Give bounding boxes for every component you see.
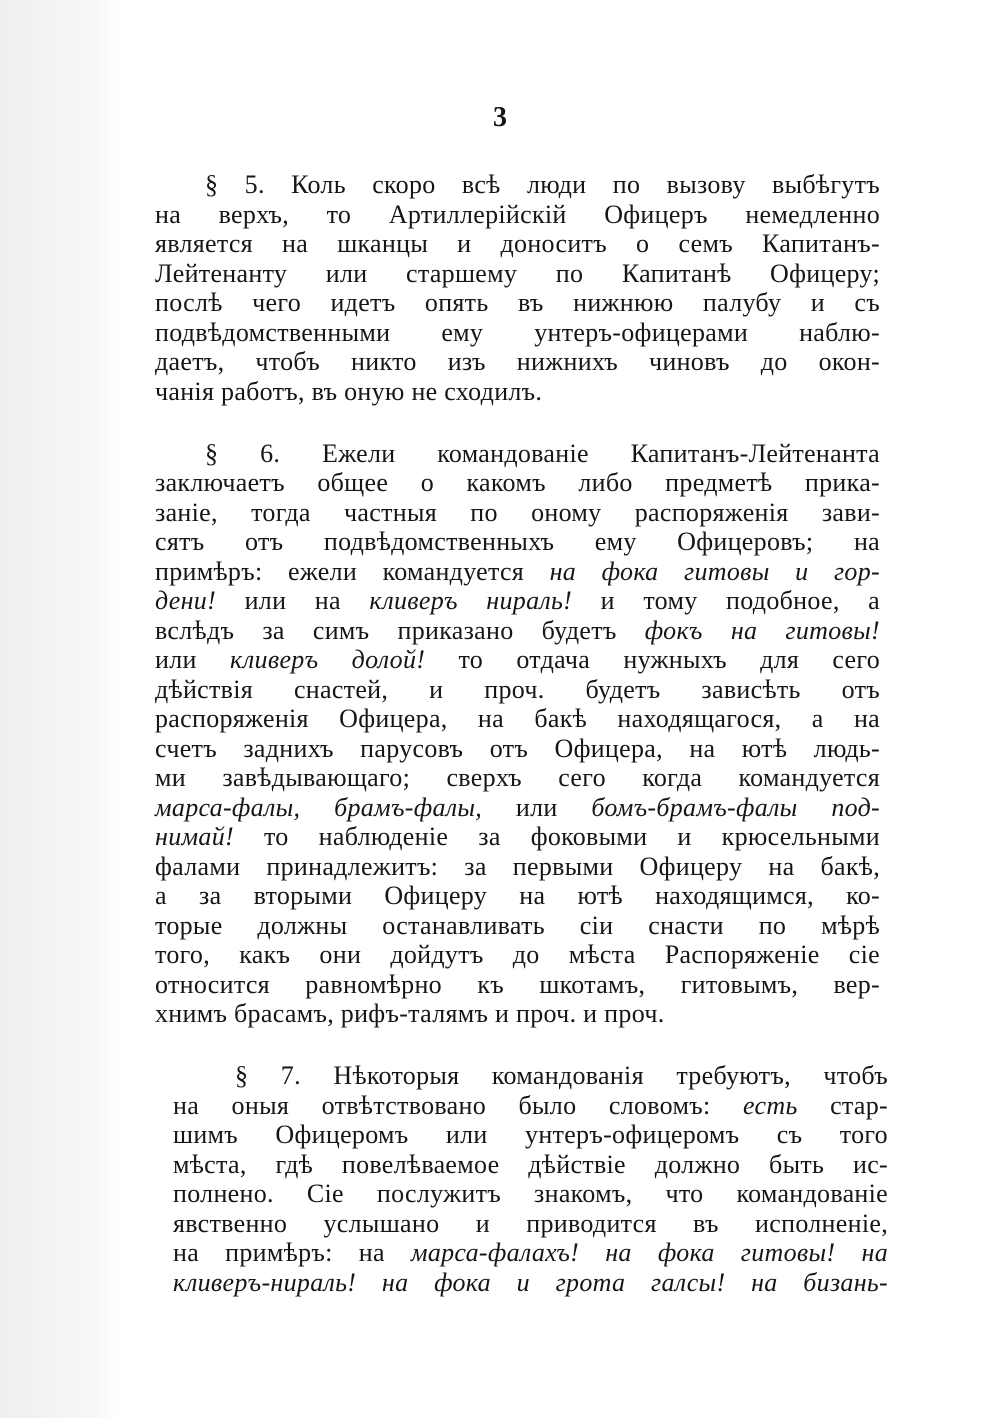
text-segment: заключаетъ общее о какомъ либо предметѣ прика- — [155, 468, 880, 497]
text-line — [155, 704, 880, 734]
italic-text: нимай! — [155, 822, 234, 851]
text-segment: относится равномѣрно къ шкотамъ, гитовымъ, вер- — [155, 969, 880, 999]
text-line — [155, 170, 880, 200]
text-segment: сятъ отъ подвѣдомственныхъ ему Офицеровъ; на — [155, 527, 880, 556]
text-segment: является на шканцы и доноситъ о семъ Капитанъ- — [155, 229, 880, 258]
text-segment: то отдача нужныхъ для сего — [425, 645, 880, 674]
text-line — [155, 822, 880, 852]
text-segment: фалами принадлежитъ: за первыми Офицеру на бакѣ, — [155, 851, 880, 881]
text-segment: или — [155, 645, 230, 674]
text-line — [155, 793, 880, 823]
text-segment: счетъ заднихъ парусовъ отъ Офицера, на ютѣ людь- — [155, 733, 880, 763]
text-line — [155, 498, 880, 528]
text-line — [155, 468, 880, 498]
text-line — [155, 586, 880, 616]
text-line — [155, 318, 880, 348]
text-segment: заніе, тогда частныя по оному распоряженія зави- — [155, 497, 880, 527]
text-line — [155, 911, 880, 941]
italic-text: фокъ на гитовы! — [644, 615, 880, 645]
text-line — [155, 557, 880, 587]
text-segment: на верхъ, то Артиллерійскій Офицеръ немедленно — [155, 199, 880, 229]
text-segment: дѣйствія снастей, и проч. будетъ зависѣть отъ — [155, 674, 880, 704]
text-line — [155, 734, 880, 764]
text-segment: даетъ, чтобъ никто изъ нижнихъ чиновъ до окон- — [155, 347, 880, 376]
paragraph-1 — [155, 170, 880, 406]
italic-text: дени! — [155, 586, 217, 615]
text-line — [173, 1061, 888, 1091]
text-segment: чанія работъ, въ оную не сходилъ. — [155, 376, 543, 406]
scan-margin — [0, 0, 118, 1418]
text-segment: шимъ Офицеромъ или унтеръ-офицеромъ съ того — [173, 1120, 888, 1149]
text-segment: послѣ чего идетъ опять въ нижнюю палубу и съ — [155, 288, 880, 317]
text-segment: того, какъ они дойдутъ до мѣста Распоряженіе сіе — [155, 940, 880, 969]
text-line — [155, 970, 880, 1000]
text-segment: § 6. Ежели командованіе Капитанъ-Лейтенанта — [205, 438, 880, 468]
text-line — [155, 675, 880, 705]
text-line — [173, 1238, 888, 1268]
text-segment: хнимъ брасамъ, рифъ-талямъ и проч. и проч. — [155, 999, 665, 1028]
italic-text: марса-фалы, брамъ-фалы, — [155, 792, 483, 822]
text-segment: и тому подобное, а — [572, 586, 880, 615]
text-line — [155, 763, 880, 793]
italic-text: есть — [743, 1090, 798, 1120]
text-segment: на примѣръ: на — [173, 1238, 411, 1267]
text-segment: § 7. Нѣкоторыя командованія требуютъ, чтобъ — [235, 1061, 888, 1090]
text-segment: подвѣдомственными ему унтеръ-офицерами наблю- — [155, 317, 880, 347]
text-segment: торые должны останавливать сіи снасти по мѣрѣ — [155, 910, 880, 940]
page-text — [155, 170, 889, 1330]
text-line — [173, 1179, 888, 1209]
text-line — [173, 1120, 888, 1150]
text-line — [155, 439, 880, 469]
text-segment: примѣръ: ежели командуется — [155, 556, 550, 586]
text-line — [155, 616, 880, 646]
text-segment: явственно услышано и приводится въ исполненіе, — [173, 1208, 888, 1238]
text-line — [155, 347, 880, 377]
italic-text: кливеръ нираль! — [369, 586, 573, 615]
text-segment: то наблюденіе за фоковыми и крюсельными — [233, 822, 880, 851]
text-segment: полнено. Сіе послужитъ знакомъ, что командованіе — [173, 1179, 888, 1208]
text-line — [173, 1150, 888, 1180]
text-line — [173, 1091, 888, 1121]
text-segment: распоряженія Офицера, на бакѣ находящагося, а на — [155, 704, 880, 733]
text-line — [155, 288, 880, 318]
text-line — [155, 229, 880, 259]
text-line — [155, 377, 880, 407]
page-number: 3 — [493, 102, 507, 133]
text-line — [155, 881, 880, 911]
text-segment: на оныя отвѣтствовано было словомъ: — [173, 1090, 744, 1120]
text-segment: ми завѣдывающаго; сверхъ сего когда командуется — [155, 763, 880, 792]
text-segment: § 5. Коль скоро всѣ люди по вызову выбѣгутъ — [205, 170, 880, 199]
italic-text: бомъ-брамъ-фалы под- — [591, 792, 881, 822]
italic-text: марса-фалахъ! на фока гитовы! на — [410, 1238, 888, 1267]
paragraph-3 — [173, 1061, 888, 1297]
text-line — [155, 259, 880, 289]
text-line — [155, 645, 880, 675]
text-segment: Лейтенанту или старшему по Капитанѣ Офицеру; — [155, 258, 880, 288]
text-segment: вслѣдъ за симъ приказано будетъ — [155, 615, 645, 645]
text-line — [155, 940, 880, 970]
text-line — [173, 1209, 888, 1239]
italic-text: на фока гитовы и гор- — [549, 556, 880, 586]
italic-text: кливеръ-нираль! на фока и грота галсы! на бизань- — [173, 1267, 888, 1297]
text-segment: или — [482, 792, 592, 822]
text-line — [155, 852, 880, 882]
text-segment: или на — [216, 586, 370, 615]
text-line — [155, 999, 880, 1029]
text-segment: стар- — [797, 1090, 889, 1120]
text-segment: мѣста, гдѣ повелѣваемое дѣйствіе должно быть ис- — [173, 1149, 888, 1179]
text-line — [155, 527, 880, 557]
italic-text: кливеръ долой! — [229, 645, 426, 674]
text-segment: а за вторыми Офицеру на ютѣ находящимся, ко- — [155, 881, 880, 910]
text-line — [155, 200, 880, 230]
text-line — [173, 1268, 888, 1298]
paragraph-2 — [155, 439, 880, 1029]
